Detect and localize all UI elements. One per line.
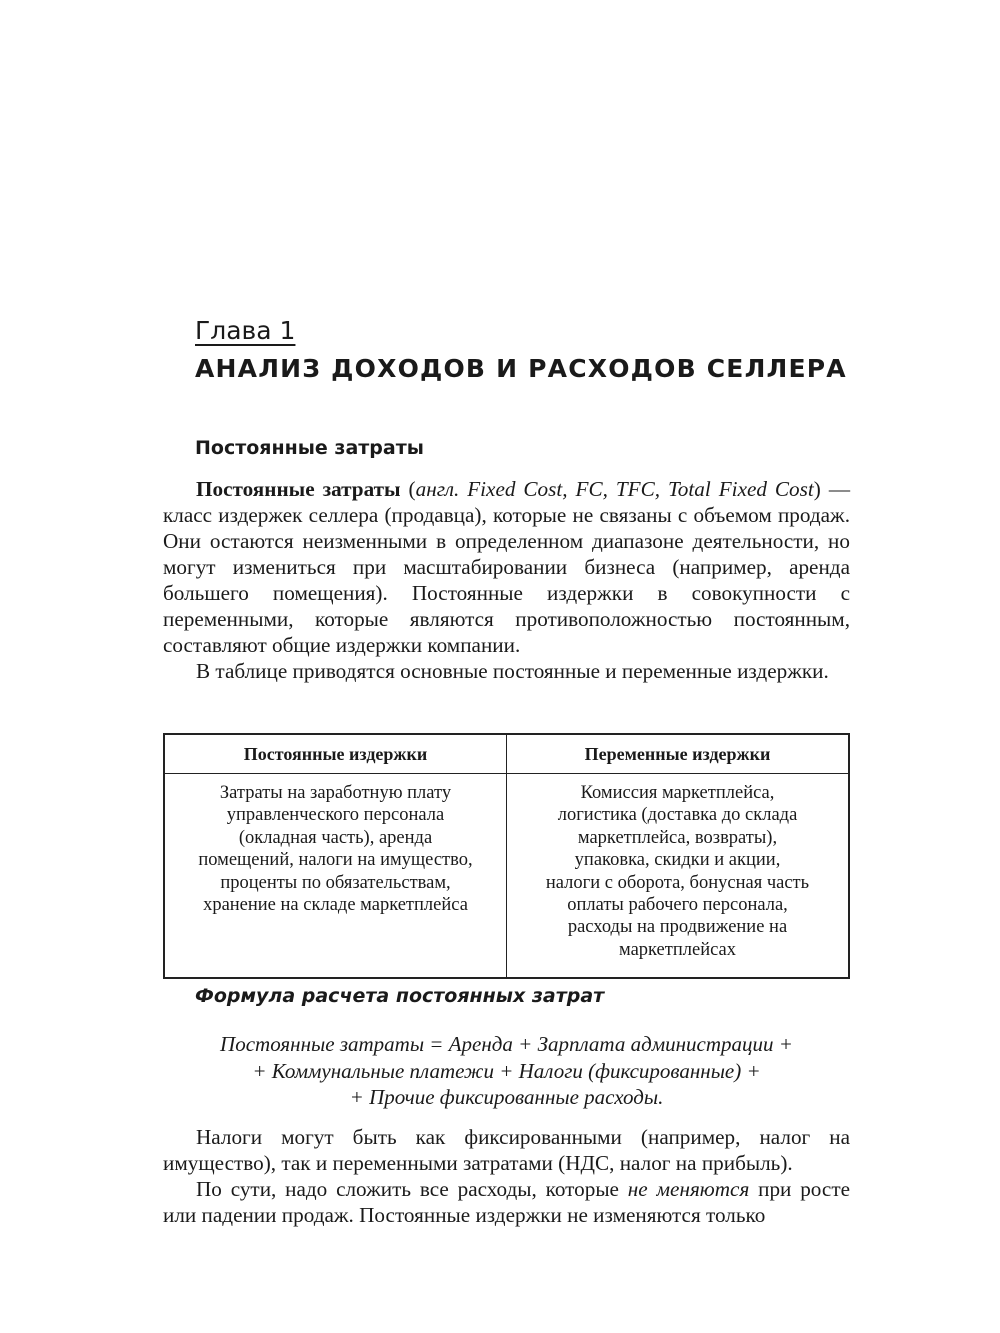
variable-cost-line: маркетплейса, возвраты), [577,827,778,848]
header-fixed-costs: Постоянные издержки [164,734,507,774]
essence-end: при росте или падении продаж. Постоянные издержки не изменяются только [163,1177,850,1227]
definition-term: Постоянные затраты [196,477,401,501]
variable-cost-line: логистика (доставка до склада [557,805,798,826]
formula-line: + Коммунальные платежи + Налоги (фиксированные) + [252,1058,761,1083]
definition-english: англ. Fixed Cost, FC, TFC, Total Fixed Cost [415,477,814,501]
section-title: Постоянные затраты [195,437,424,459]
intro-text [163,476,850,684]
fixed-cost-line: управленческого персонала [226,805,445,826]
table-row [164,774,849,979]
definition-open: ( [400,477,416,501]
closing-text [163,1124,850,1228]
variable-cost-line: упаковка, скидки и акции, [574,850,781,871]
fixed-cost-line: (окладная часть), аренда [238,827,433,848]
fixed-cost-line: проценты по обязательствам, [220,872,451,893]
table-intro-paragraph: В таблице приводятся основные постоянные и переменные издержки. [196,659,829,683]
variable-cost-line: маркетплейсах [618,939,736,960]
header-variable-costs: Переменные издержки [507,734,850,774]
essence-start: По сути, надо сложить все расходы, которые [196,1177,628,1201]
variable-cost-line: налоги с оборота, бонусная часть [545,872,810,893]
formula-line: + Прочие фиксированные расходы. [349,1085,664,1109]
variable-costs-cell [507,774,850,979]
fixed-cost-line: помещений, налоги на имущество, [198,850,473,871]
variable-cost-line: расходы на продвижение на [567,917,788,938]
definition-text: ) — класс издержек селлера (продавца), которые не связаны с объемом продаж. Они остаются неизменными в определенном диапазоне деятельности, но могут измениться при масштабировании бизнеса (например, аренда большего помещения). Постоянные издержки в совокупности с переменными, которые являются противоположностью постоянным, составляют общие издержки компании. [163,477,851,657]
taxes-paragraph: Налоги могут быть как фиксированными (например, налог на имущество), так и переменными затратами (НДС, налог на прибыль). [163,1125,850,1175]
chapter-label: Глава 1 [195,316,296,345]
chapter-title: АНАЛИЗ ДОХОДОВ И РАСХОДОВ СЕЛЛЕРА [195,354,847,383]
formula [163,1031,850,1111]
variable-cost-line: Комиссия маркетплейса, [580,783,775,803]
formula-line: Постоянные затраты = Аренда + Зарплата администрации + [220,1032,793,1056]
fixed-cost-line: Затраты на заработную плату [219,783,452,803]
fixed-cost-line: хранение на складе маркетплейса [203,895,468,916]
formula-title: Формула расчета постоянных затрат [195,985,605,1007]
fixed-costs-cell [164,774,507,979]
costs-table [163,733,850,979]
essence-italic: не меняются [627,1177,750,1201]
essence-paragraph [163,1176,850,1228]
table-header-row [164,734,849,774]
variable-cost-line: оплаты рабочего персонала, [567,895,788,916]
definition-paragraph [163,476,850,658]
